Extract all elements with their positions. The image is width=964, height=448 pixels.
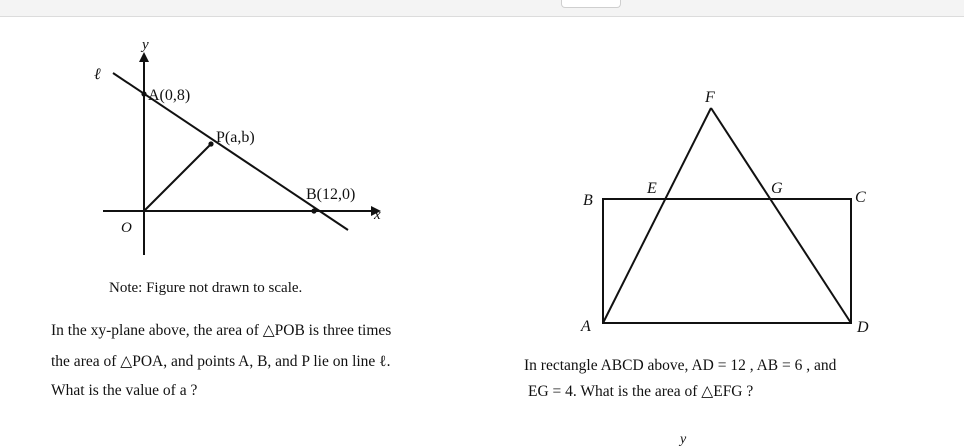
vertex-a-label: A [581, 318, 591, 335]
point-p-dot [208, 141, 213, 146]
footer-fragment: y [680, 432, 687, 447]
point-b-label: B(12,0) [306, 186, 356, 203]
origin-label: O [121, 220, 132, 236]
segment-af [603, 108, 711, 323]
line-l-label: ℓ [94, 66, 101, 83]
vertex-b-label: B [583, 192, 593, 209]
problem1-text-line1-content: In the xy-plane above, the area of △POB is three times [51, 322, 392, 339]
problem1-text-line2 [51, 352, 391, 371]
vertex-e-label: E [647, 180, 657, 197]
problem2-text-line1-content: In rectangle ABCD above, AD = 12 , AB = 6 , and [524, 357, 837, 374]
y-axis-arrow [139, 52, 149, 62]
vertex-c-label: C [855, 189, 866, 206]
rectangle-figure [580, 89, 869, 336]
vertex-g-label: G [771, 180, 783, 197]
point-a-label: A(0,8) [148, 87, 191, 104]
point-b-dot [311, 208, 316, 213]
point-a-dot [141, 91, 146, 96]
figure-note: Note: Figure not drawn to scale. [109, 280, 303, 296]
segment-fd [711, 108, 851, 323]
problem1-text-line1 [51, 321, 391, 340]
vertex-f-label: F [705, 89, 715, 106]
rectangle-abcd [603, 199, 851, 323]
problem2-question [528, 382, 753, 401]
x-axis-label: x [374, 207, 381, 223]
coordinate-figure [94, 37, 381, 255]
problem2-question-content: EG = 4. What is the area of △EFG ? [528, 383, 754, 400]
point-p-label: P(a,b) [216, 129, 255, 146]
problem1-question [51, 382, 197, 400]
segment-op [144, 144, 211, 211]
problem1-question-content: What is the value of a ? [51, 382, 198, 399]
y-axis-label: y [142, 37, 149, 53]
problem1-text-line2-content: the area of △POA, and points A, B, and P lie on line ℓ. [51, 353, 391, 370]
problem2-text-line1 [524, 357, 836, 375]
vertex-d-label: D [857, 319, 869, 336]
